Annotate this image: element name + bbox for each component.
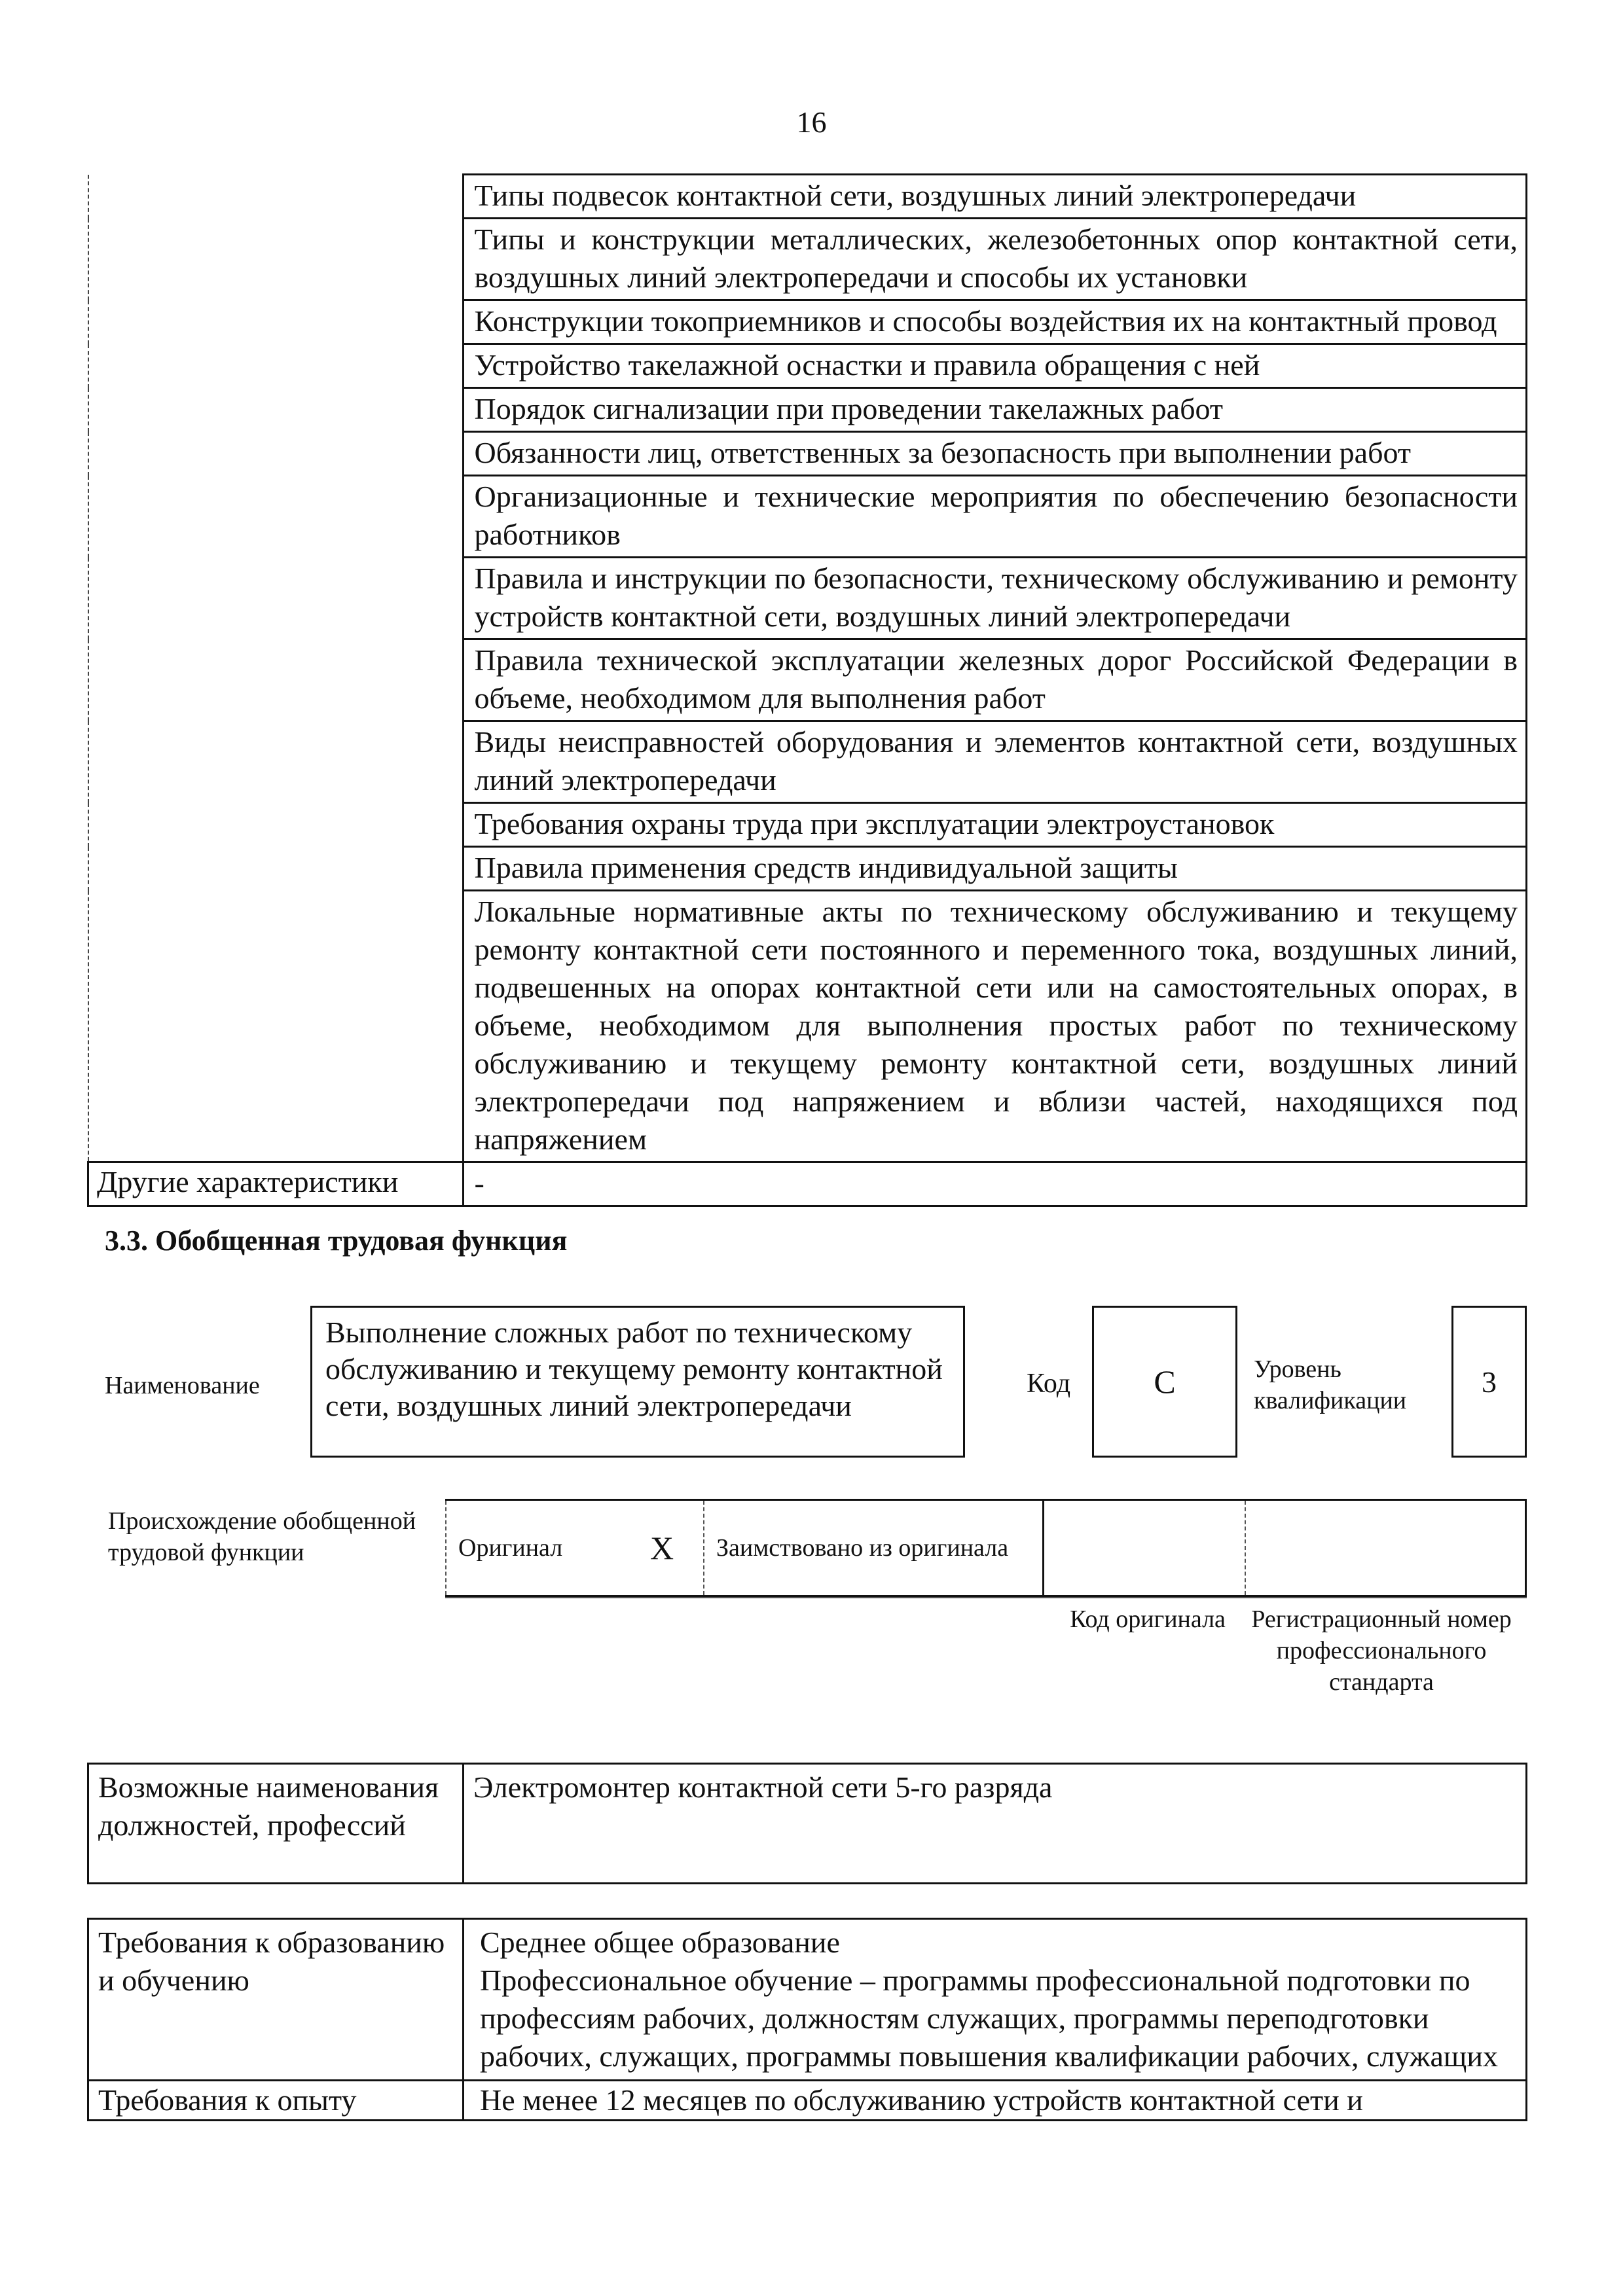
knowledge-item: Виды неисправностей оборудования и элементов контактной сети, воздушных линий электропередачи [463, 721, 1527, 803]
knowledge-row [88, 476, 1527, 558]
knowledge-row [88, 175, 1527, 219]
knowledge-item: Устройство такелажной оснастки и правила обращения с ней [463, 344, 1527, 388]
knowledge-item: Типы и конструкции металлических, железобетонных опор контактной сети, воздушных линий электропередачи и способы их установки [463, 219, 1527, 300]
origin-divider [445, 1597, 1527, 1598]
knowledge-row [88, 558, 1527, 639]
knowledge-row [88, 344, 1527, 388]
positions-label: Возможные наименования должностей, профессий [88, 1764, 464, 1884]
knowledge-row [88, 219, 1527, 300]
experience-label: Требования к опыту [88, 2081, 464, 2121]
original-code-caption: Код оригинала [1070, 1605, 1226, 1633]
knowledge-row [88, 300, 1527, 344]
knowledge-item: Правила применения средств индивидуальной защиты [463, 847, 1527, 891]
page-number: 16 [796, 105, 827, 139]
knowledge-row-spacer [88, 803, 464, 847]
origin-label: Происхождение обобщенной трудовой функции [108, 1507, 416, 1566]
education-line-2: Профессиональное обучение – программы профессиональной подготовки по профессиям рабочих, должностям служащих, программы переподготовки рабочих, служащих, программы повышения квалификации рабочих, служащих [480, 1964, 1498, 2073]
other-characteristics-label: Другие характеристики [88, 1162, 464, 1206]
knowledge-item: Локальные нормативные акты по техническому обслуживанию и текущему ремонту контактной сети постоянного и переменного тока, воздушных линий, подвешенных на опорах контактной сети или на самостоятельных опорах, в объеме, необходимом для выполнения простых работ по техническому обслуживанию и текущему ремонту контактной сети, воздушных линий электропередачи под напряжением и вблизи частей, находящихся под напряжением [463, 891, 1527, 1162]
positions-table [87, 1763, 1527, 1884]
knowledge-row-spacer [88, 344, 464, 388]
knowledge-item: Правила технической эксплуатации железных дорог Российской Федерации в объеме, необходимом для выполнения работ [463, 639, 1527, 721]
original-code-cell [1044, 1500, 1246, 1596]
knowledge-row-spacer [88, 558, 464, 639]
knowledge-row-spacer [88, 432, 464, 476]
knowledge-row [88, 432, 1527, 476]
knowledge-table [87, 173, 1527, 1207]
original-label-cell [446, 1500, 621, 1596]
knowledge-row-spacer [88, 639, 464, 721]
knowledge-row-spacer [88, 388, 464, 432]
knowledge-row-spacer [88, 219, 464, 300]
knowledge-row [88, 803, 1527, 847]
requirements-table [87, 1918, 1527, 2121]
education-line-1: Среднее общее образование [480, 1926, 840, 1959]
knowledge-item: Типы подвесок контактной сети, воздушных линий электропередачи [463, 175, 1527, 219]
name-label: Наименование [105, 1372, 260, 1399]
knowledge-item: Конструкции токоприемников и способы воздействия их на контактный провод [463, 300, 1527, 344]
qualification-level-label: Уровень квалификации [1254, 1355, 1407, 1414]
code-label: Код [1027, 1369, 1071, 1399]
original-label: Оригинал [458, 1534, 563, 1562]
knowledge-row-spacer [88, 175, 464, 219]
knowledge-row-spacer [88, 476, 464, 558]
knowledge-row [88, 639, 1527, 721]
knowledge-row [88, 891, 1527, 1162]
other-characteristics-row [88, 1162, 1527, 1206]
knowledge-row-spacer [88, 891, 464, 1162]
borrowed-label-cell [704, 1500, 1044, 1596]
knowledge-item: Обязанности лиц, ответственных за безопасность при выполнении работ [463, 432, 1527, 476]
education-label: Требования к образованию и обучению [88, 1919, 464, 2081]
knowledge-row-spacer [88, 847, 464, 891]
registration-number-caption: Регистрационный номер профессионального стандарта [1251, 1605, 1512, 1696]
knowledge-row [88, 388, 1527, 432]
knowledge-item: Правила и инструкции по безопасности, техническому обслуживанию и ремонту устройств контактной сети, воздушных линий электропередачи [463, 558, 1527, 639]
section-heading: 3.3. Обобщенная трудовая функция [105, 1225, 568, 1257]
knowledge-item: Организационные и технические мероприятия по обеспечению безопасности работников [463, 476, 1527, 558]
positions-value: Электромонтер контактной сети 5-го разряда [464, 1764, 1527, 1884]
origin-table [445, 1499, 1527, 1597]
knowledge-row [88, 721, 1527, 803]
original-mark: X [649, 1530, 674, 1566]
knowledge-row [88, 847, 1527, 891]
function-name-box: Выполнение сложных работ по техническому обслуживанию и текущему ремонту контактной сети, воздушных линий электропередачи [310, 1306, 965, 1458]
other-characteristics-value: - [463, 1162, 1527, 1206]
qualification-level-box: 3 [1451, 1306, 1527, 1458]
registration-number-cell [1245, 1500, 1526, 1596]
knowledge-item: Требования охраны труда при эксплуатации электроустановок [463, 803, 1527, 847]
education-value [464, 1919, 1527, 2081]
code-value-box: С [1092, 1306, 1237, 1458]
experience-value: Не менее 12 месяцев по обслуживанию устройств контактной сети и [464, 2081, 1527, 2121]
borrowed-label: Заимствовано из оригинала [716, 1534, 1009, 1562]
knowledge-item: Порядок сигнализации при проведении такелажных работ [463, 388, 1527, 432]
knowledge-row-spacer [88, 721, 464, 803]
knowledge-row-spacer [88, 300, 464, 344]
original-mark-cell [621, 1500, 704, 1596]
